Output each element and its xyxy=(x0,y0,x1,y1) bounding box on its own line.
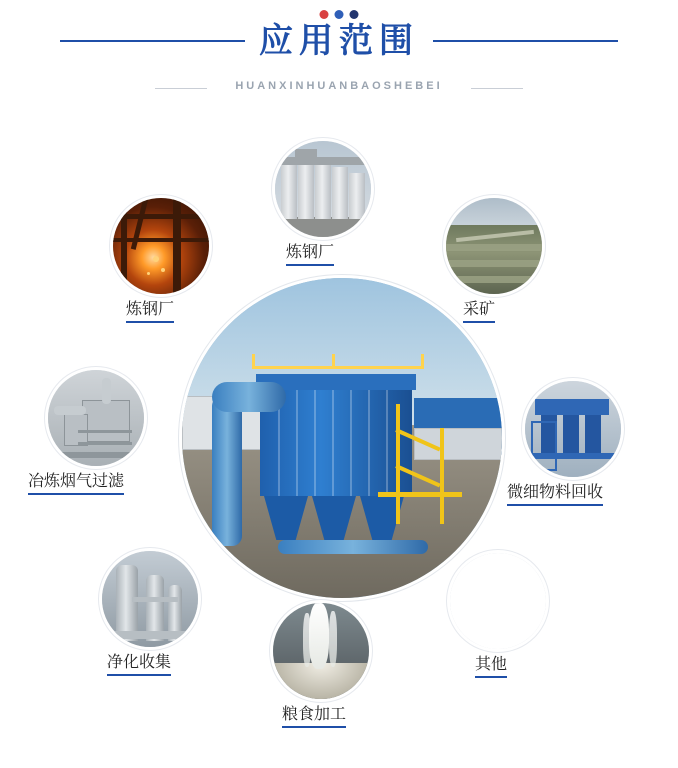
decorative-dots xyxy=(320,10,359,19)
node-grain-processing-label: 粮食加工 xyxy=(282,706,346,728)
page-title: 应用范围 xyxy=(259,22,419,60)
node-other[interactable] xyxy=(447,550,549,673)
label-underline xyxy=(282,726,346,728)
dot-navy-icon xyxy=(350,10,359,19)
node-smelting-filter-label: 冶炼烟气过滤 xyxy=(28,473,124,495)
label-underline xyxy=(463,321,495,323)
node-steel-plant-2-image xyxy=(110,195,212,297)
node-fine-material-recovery-image xyxy=(522,378,624,480)
node-other-label: 其他 xyxy=(475,656,507,678)
node-purification-collection-label: 净化收集 xyxy=(107,654,171,676)
label-underline xyxy=(107,674,171,676)
title-rule-left xyxy=(60,40,245,42)
node-mining[interactable] xyxy=(443,195,545,318)
node-steel-plant-1-image xyxy=(272,138,374,240)
node-steel-plant-2-label: 炼钢厂 xyxy=(126,301,174,323)
node-steel-plant-2[interactable] xyxy=(110,195,212,318)
label-underline xyxy=(126,321,174,323)
node-smelting-filter-image xyxy=(45,367,147,469)
node-grain-processing-image xyxy=(270,600,372,702)
node-smelting-filter[interactable] xyxy=(28,367,147,490)
dot-blue-icon xyxy=(335,10,344,19)
dot-red-icon xyxy=(320,10,329,19)
node-purification-collection[interactable] xyxy=(99,548,201,671)
node-grain-processing[interactable] xyxy=(270,600,372,723)
page-header xyxy=(0,0,678,120)
node-steel-plant-1[interactable] xyxy=(272,138,374,261)
label-underline xyxy=(475,676,507,678)
node-fine-material-recovery[interactable] xyxy=(507,378,624,501)
title-row xyxy=(0,24,678,58)
node-other-image xyxy=(447,550,549,652)
label-underline xyxy=(286,264,334,266)
node-mining-label: 采矿 xyxy=(463,301,495,323)
page-subtitle: HUANXINHUANBAOSHEBEI xyxy=(235,80,443,92)
node-steel-plant-1-label: 炼钢厂 xyxy=(286,244,334,266)
node-purification-collection-image xyxy=(99,548,201,650)
label-underline xyxy=(28,493,124,495)
title-rule-right xyxy=(433,40,618,42)
label-underline xyxy=(507,504,603,506)
node-mining-image xyxy=(443,195,545,297)
node-fine-material-recovery-label: 微细物料回收 xyxy=(507,484,603,506)
